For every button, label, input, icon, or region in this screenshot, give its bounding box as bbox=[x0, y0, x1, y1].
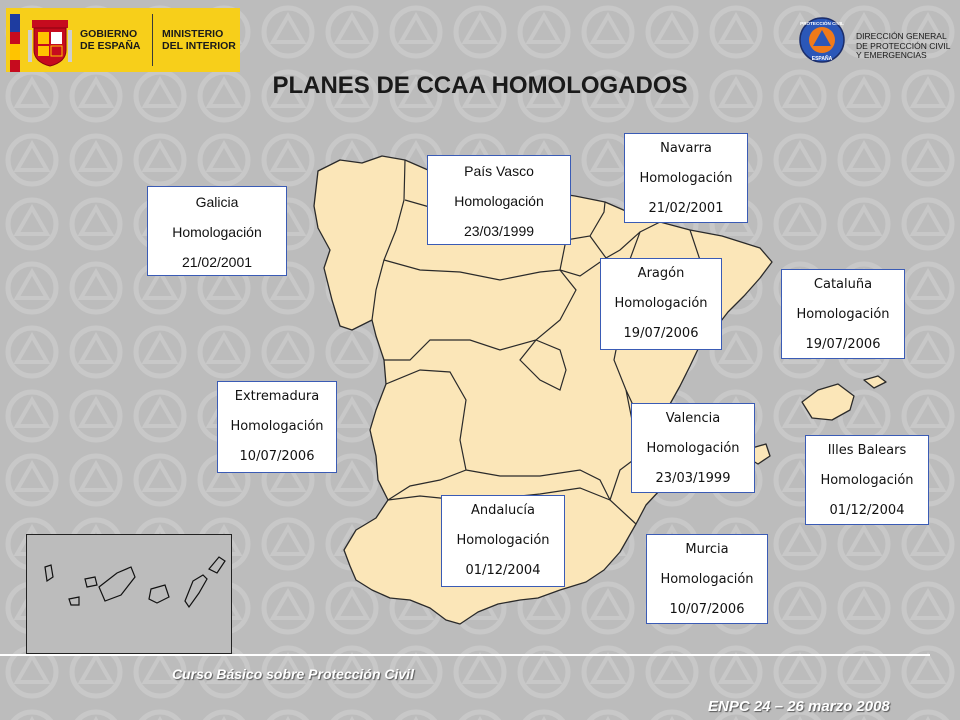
label-galicia bbox=[147, 186, 287, 276]
region-name: Illes Balears bbox=[827, 443, 907, 458]
homologacion-date: 21/02/2001 bbox=[181, 254, 253, 270]
menorca-outline bbox=[864, 376, 886, 388]
island-lanzarote bbox=[209, 557, 225, 573]
label-andalucia bbox=[441, 495, 565, 587]
homologacion-date: 01/12/2004 bbox=[465, 563, 541, 578]
label-baleares bbox=[805, 435, 929, 525]
homologacion-date: 01/12/2004 bbox=[829, 503, 905, 518]
gobierno-text: GOBIERNO DE ESPAÑA bbox=[80, 28, 141, 52]
island-tenerife bbox=[99, 567, 135, 601]
label-murcia bbox=[646, 534, 768, 624]
homologacion-date: 19/07/2006 bbox=[805, 337, 881, 352]
label-extremadura bbox=[217, 381, 337, 473]
region-name: Andalucía bbox=[471, 503, 535, 518]
homologacion-text: Homologación bbox=[646, 441, 740, 456]
homologacion-text: Homologación bbox=[614, 296, 708, 311]
island-lagomera bbox=[85, 577, 97, 587]
homologacion-date: 23/03/1999 bbox=[655, 471, 731, 486]
label-aragon bbox=[600, 258, 722, 350]
region-name: Cataluña bbox=[813, 277, 873, 292]
homologacion-text: Homologación bbox=[660, 572, 754, 587]
canary-islands-map bbox=[27, 535, 231, 653]
svg-text:ESPAÑA: ESPAÑA bbox=[811, 56, 833, 62]
label-paisvasco bbox=[427, 155, 571, 245]
label-navarra bbox=[624, 133, 748, 223]
homologacion-text: Homologación bbox=[230, 419, 324, 434]
footer-course: Curso Básico sobre Protección Civil bbox=[172, 666, 414, 682]
region-name: Aragón bbox=[637, 266, 685, 281]
region-name: País Vasco bbox=[464, 163, 534, 179]
homologacion-date: 19/07/2006 bbox=[623, 326, 699, 341]
homologacion-text: Homologación bbox=[456, 533, 550, 548]
region-name: Murcia bbox=[685, 542, 729, 557]
homologacion-text: Homologación bbox=[820, 473, 914, 488]
homologacion-text: Homologación bbox=[172, 224, 262, 240]
island-grancanaria bbox=[149, 585, 169, 603]
direccion-general-text: DIRECCIÓN GENERAL DE PROTECCIÓN CIVIL Y EMERGENCIAS bbox=[856, 31, 951, 60]
homologacion-text: Homologación bbox=[454, 193, 544, 209]
island-fuerteventura bbox=[185, 575, 207, 607]
region-name: Valencia bbox=[665, 411, 721, 426]
homologacion-text: Homologación bbox=[796, 307, 890, 322]
label-cataluna bbox=[781, 269, 905, 359]
region-name: Navarra bbox=[660, 141, 712, 156]
label-valencia bbox=[631, 403, 755, 493]
page-title: PLANES DE CCAA HOMOLOGADOS bbox=[272, 72, 688, 99]
footer-divider bbox=[0, 654, 930, 656]
homologacion-date: 21/02/2001 bbox=[648, 201, 724, 216]
ministerio-text: MINISTERIO DEL INTERIOR bbox=[162, 28, 236, 52]
footer-event: ENPC 24 – 26 marzo 2008 bbox=[708, 698, 890, 715]
homologacion-date: 10/07/2006 bbox=[239, 449, 315, 464]
homologacion-text: Homologación bbox=[639, 171, 733, 186]
homologacion-date: 23/03/1999 bbox=[463, 223, 535, 239]
region-name: Galicia bbox=[195, 194, 239, 210]
svg-text:PROTECCIÓN CIVIL: PROTECCIÓN CIVIL bbox=[800, 21, 844, 26]
island-elhierro bbox=[69, 597, 79, 605]
region-name: Extremadura bbox=[234, 389, 320, 404]
canary-islands-inset bbox=[26, 534, 232, 654]
island-lapalma bbox=[45, 565, 53, 581]
mallorca-outline bbox=[802, 384, 854, 420]
homologacion-date: 10/07/2006 bbox=[669, 602, 745, 617]
